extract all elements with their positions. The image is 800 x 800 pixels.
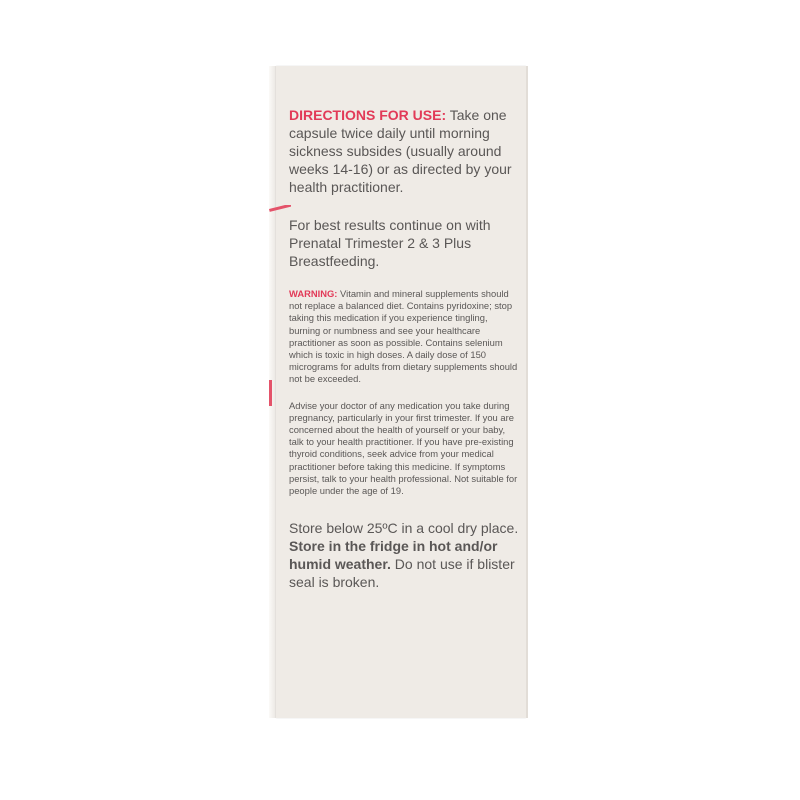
directions-heading: DIRECTIONS FOR USE: [289, 107, 447, 123]
warning-paragraph [289, 288, 521, 386]
directions-text: Take one capsule twice daily until morning sickness subsides (usually around weeks 14-16) or as directed by your health practitioner. [289, 107, 512, 195]
storage-text-1: Store below 25ºC in a cool dry place. [289, 520, 519, 537]
red-accent-bar [269, 380, 272, 406]
warning-heading: WARNING: [289, 288, 338, 299]
box-right-edge [526, 66, 528, 718]
directions-paragraph [289, 106, 521, 196]
label-text-content [289, 106, 521, 591]
storage-paragraph [289, 519, 521, 591]
best-results-paragraph: For best results continue on with Prenatal Trimester 2 & 3 Plus Breastfeeding. [289, 217, 491, 269]
warning-text: Vitamin and mineral supplements should not replace a balanced diet. Contains pyridoxine; stop taking this medication if you experience tingling, burning or numbness and see your healthcare practitioner as soon as possible. Contains selenium which is toxic in high doses. A daily dose of 150 micrograms for adults from dietary supplements should not be exceeded. [289, 288, 518, 385]
storage-text-2: Do not use if blister seal is broken. [289, 556, 515, 591]
red-accent-mark [269, 205, 291, 219]
advise-paragraph: Advise your doctor of any medication you take during pregnancy, particularly in your first trimester. If you are concerned about the health of yourself or your baby, talk to your health practitioner. If you have pre-existing thyroid conditions, seek advice from your medical practitioner before taking this medicine. If symptoms persist, talk to your health professional. Not suitable for people under the age of 19. [289, 399, 518, 497]
storage-bold-text: Store in the fridge in hot and/or humid weather. [289, 538, 498, 573]
